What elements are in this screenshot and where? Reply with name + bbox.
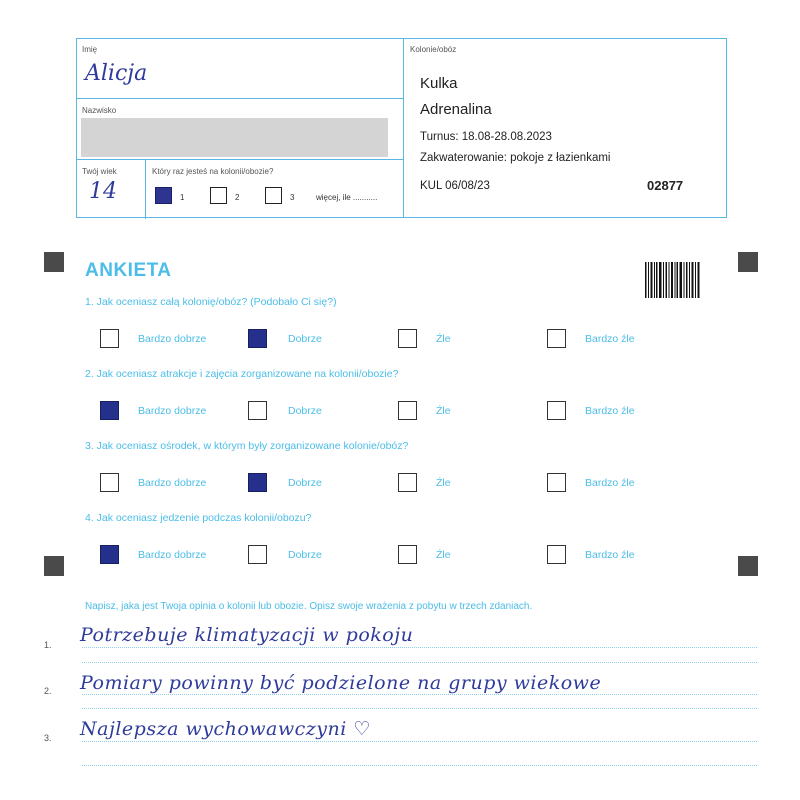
times-option-1-label: 1 xyxy=(180,193,185,202)
answer-line-2[interactable]: Pomiary powinny być podzielone na grupy wiekowe xyxy=(80,672,602,694)
last-name-label: Nazwisko xyxy=(82,106,117,115)
camp-code: KUL 06/08/23 xyxy=(420,180,490,192)
question-4: 4. Jak oceniasz jedzenie podczas kolonii/obozu? xyxy=(85,512,312,524)
answer-line-3[interactable]: Najlepsza wychowawczyni ♡ xyxy=(80,718,371,740)
registration-mark xyxy=(44,252,64,272)
camp-label: Kolonie/obóz xyxy=(410,45,457,54)
q4-option-bardzo-zle-checkbox[interactable] xyxy=(547,545,566,564)
times-option-3-label: 3 xyxy=(290,193,295,202)
q1-option-dobrze-checkbox[interactable] xyxy=(248,329,267,348)
q2-option-label: Bardzo dobrze xyxy=(138,405,207,417)
divider xyxy=(77,159,403,160)
q1-option-label: Źle xyxy=(436,333,451,345)
q4-option-zle-checkbox[interactable] xyxy=(398,545,417,564)
q4-option-label: Źle xyxy=(436,549,451,561)
times-option-2-label: 2 xyxy=(235,193,240,202)
answer-line-rule xyxy=(82,765,757,766)
age-label: Twój wiek xyxy=(82,167,117,176)
answer-line-number: 3. xyxy=(44,733,52,743)
q1-option-label: Bardzo źle xyxy=(585,333,635,345)
q4-option-label: Bardzo dobrze xyxy=(138,549,207,561)
answer-line-number: 1. xyxy=(44,640,52,650)
question-3: 3. Jak oceniasz ośrodek, w którym były zorganizowane kolonie/obóz? xyxy=(85,440,409,452)
divider xyxy=(145,159,146,219)
camp-name: Kulka xyxy=(420,75,458,92)
q3-option-bardzo-zle-checkbox[interactable] xyxy=(547,473,566,492)
q2-option-label: Dobrze xyxy=(288,405,322,417)
q1-option-label: Bardzo dobrze xyxy=(138,333,207,345)
answer-line-rule xyxy=(82,708,757,709)
q3-option-bardzo-dobrze-checkbox[interactable] xyxy=(100,473,119,492)
answer-line-rule xyxy=(82,647,757,648)
q3-option-label: Bardzo dobrze xyxy=(138,477,207,489)
answer-line-rule xyxy=(82,662,757,663)
turnus-dates: Turnus: 18.08-28.08.2023 xyxy=(420,131,552,143)
q4-option-dobrze-checkbox[interactable] xyxy=(248,545,267,564)
accommodation: Zakwaterowanie: pokoje z łazienkami xyxy=(420,152,611,164)
form-number: 02877 xyxy=(647,178,684,193)
question-2: 2. Jak oceniasz atrakcje i zajęcia zorganizowane na kolonii/obozie? xyxy=(85,368,399,380)
q2-option-bardzo-dobrze-checkbox[interactable] xyxy=(100,401,119,420)
q4-option-label: Bardzo źle xyxy=(585,549,635,561)
question-1: 1. Jak oceniasz całą kolonię/obóz? (Podobało Ci się?) xyxy=(85,296,337,308)
q3-option-label: Źle xyxy=(436,477,451,489)
last-name-redacted-field xyxy=(81,118,388,157)
personal-data-section xyxy=(77,39,404,217)
q2-option-label: Bardzo źle xyxy=(585,405,635,417)
age-value: 14 xyxy=(89,179,117,204)
barcode xyxy=(645,262,700,298)
q2-option-zle-checkbox[interactable] xyxy=(398,401,417,420)
q3-option-label: Bardzo źle xyxy=(585,477,635,489)
q3-option-zle-checkbox[interactable] xyxy=(398,473,417,492)
registration-mark xyxy=(738,252,758,272)
times-question-label: Który raz jesteś na kolonii/obozie? xyxy=(152,167,274,176)
q1-option-label: Dobrze xyxy=(288,333,322,345)
times-checkbox-3[interactable] xyxy=(265,187,282,204)
times-more-label: więcej, ile ........... xyxy=(316,193,378,202)
answer-line-rule xyxy=(82,694,757,695)
q3-option-label: Dobrze xyxy=(288,477,322,489)
q2-option-bardzo-zle-checkbox[interactable] xyxy=(547,401,566,420)
first-name-value: Alicja xyxy=(85,61,148,86)
times-checkbox-1[interactable] xyxy=(155,187,172,204)
answer-line-rule xyxy=(82,741,757,742)
q1-option-zle-checkbox[interactable] xyxy=(398,329,417,348)
header-form-box xyxy=(76,38,727,218)
q1-option-bardzo-dobrze-checkbox[interactable] xyxy=(100,329,119,348)
first-name-label: Imię xyxy=(82,45,98,54)
registration-mark xyxy=(738,556,758,576)
q4-option-bardzo-dobrze-checkbox[interactable] xyxy=(100,545,119,564)
survey-title: ANKIETA xyxy=(85,260,172,281)
opinion-prompt: Napisz, jaka jest Twoja opinia o kolonii lub obozie. Opisz swoje wrażenia z pobytu w trzech zdaniach. xyxy=(85,601,533,612)
answer-line-1[interactable]: Potrzebuje klimatyzacji w pokoju xyxy=(80,624,414,646)
q2-option-dobrze-checkbox[interactable] xyxy=(248,401,267,420)
times-checkbox-2[interactable] xyxy=(210,187,227,204)
answer-line-number: 2. xyxy=(44,686,52,696)
divider xyxy=(77,98,403,99)
camp-program: Adrenalina xyxy=(420,101,492,118)
registration-mark xyxy=(44,556,64,576)
q1-option-bardzo-zle-checkbox[interactable] xyxy=(547,329,566,348)
q4-option-label: Dobrze xyxy=(288,549,322,561)
q3-option-dobrze-checkbox[interactable] xyxy=(248,473,267,492)
q2-option-label: Źle xyxy=(436,405,451,417)
